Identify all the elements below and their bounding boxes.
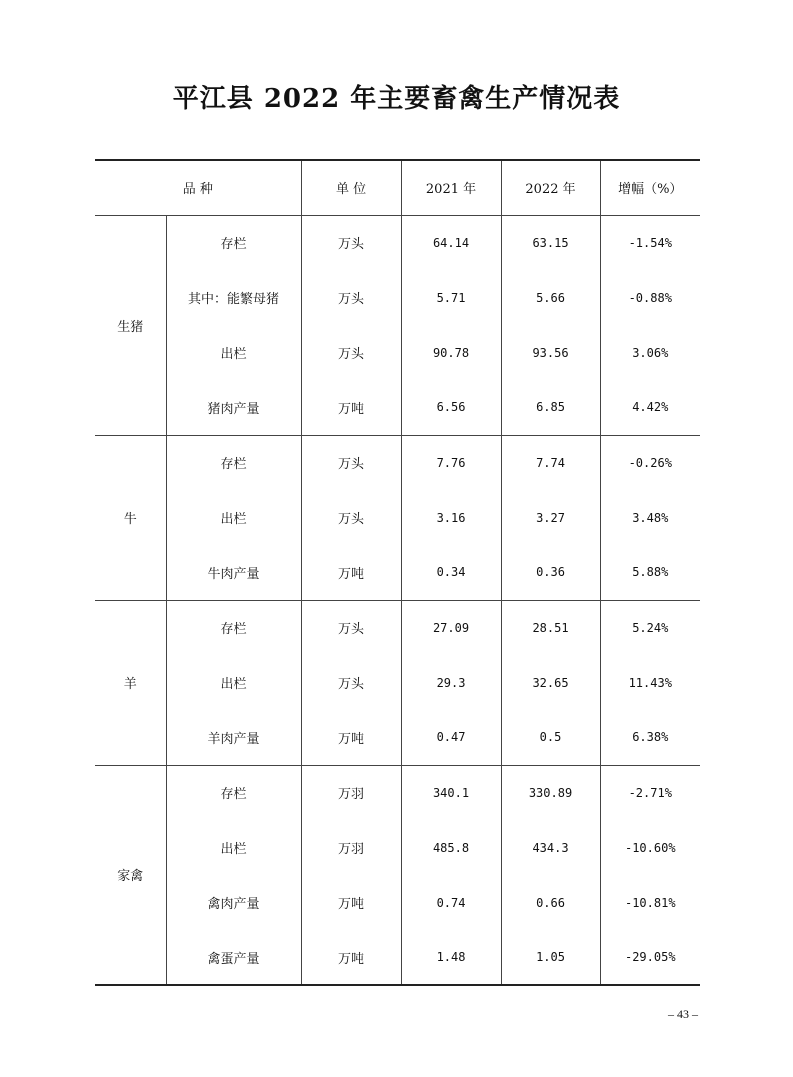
- table-row: [95, 930, 700, 985]
- row-item: 存栏: [166, 765, 301, 820]
- row-2021: 340.1: [401, 765, 501, 820]
- table-row: [95, 435, 700, 490]
- row-growth: 3.06%: [600, 325, 700, 380]
- row-item: 出栏: [166, 820, 301, 875]
- row-unit: 万头: [301, 655, 401, 710]
- row-item: 存栏: [166, 215, 301, 270]
- table-row: [95, 325, 700, 380]
- header-2021: 2021 年: [401, 160, 501, 215]
- row-growth: -0.88%: [600, 270, 700, 325]
- table-row: [95, 380, 700, 435]
- row-2022: 330.89: [501, 765, 600, 820]
- row-growth: -0.26%: [600, 435, 700, 490]
- table-title: 平江县 2022 年主要畜禽生产情况表: [172, 84, 621, 114]
- page-number: – 43 –: [668, 1007, 698, 1021]
- row-item: 存栏: [166, 435, 301, 490]
- row-2022: 28.51: [501, 600, 600, 655]
- row-unit: 万吨: [301, 710, 401, 765]
- table-row: [95, 710, 700, 765]
- row-unit: 万头: [301, 325, 401, 380]
- row-item: 羊肉产量: [166, 710, 301, 765]
- header-2022: 2022 年: [501, 160, 600, 215]
- row-growth: 5.88%: [600, 545, 700, 600]
- row-growth: 3.48%: [600, 490, 700, 545]
- row-2021: 3.16: [401, 490, 501, 545]
- table-row: [95, 215, 700, 270]
- row-growth: -10.81%: [600, 875, 700, 930]
- row-2022: 63.15: [501, 215, 600, 270]
- row-growth: -10.60%: [600, 820, 700, 875]
- row-item: 出栏: [166, 490, 301, 545]
- row-2021: 90.78: [401, 325, 501, 380]
- row-2021: 1.48: [401, 930, 501, 985]
- group-label: 生猪: [95, 215, 166, 435]
- row-item: 其中：能繁母猪: [166, 270, 301, 325]
- row-2022: 6.85: [501, 380, 600, 435]
- row-unit: 万羽: [301, 820, 401, 875]
- row-growth: 5.24%: [600, 600, 700, 655]
- table-row: [95, 765, 700, 820]
- row-2021: 0.47: [401, 710, 501, 765]
- row-2022: 5.66: [501, 270, 600, 325]
- row-growth: 4.42%: [600, 380, 700, 435]
- row-unit: 万吨: [301, 545, 401, 600]
- header-unit: 单 位: [301, 160, 401, 215]
- row-2021: 6.56: [401, 380, 501, 435]
- row-item: 猪肉产量: [166, 380, 301, 435]
- row-unit: 万吨: [301, 875, 401, 930]
- table-row: [95, 490, 700, 545]
- row-unit: 万吨: [301, 380, 401, 435]
- row-2021: 7.76: [401, 435, 501, 490]
- row-growth: -2.71%: [600, 765, 700, 820]
- row-2022: 434.3: [501, 820, 600, 875]
- row-growth: 6.38%: [600, 710, 700, 765]
- row-2021: 27.09: [401, 600, 501, 655]
- row-2021: 5.71: [401, 270, 501, 325]
- row-growth: -1.54%: [600, 215, 700, 270]
- group-label: 家禽: [95, 765, 166, 985]
- row-2022: 0.5: [501, 710, 600, 765]
- table-row: [95, 545, 700, 600]
- row-item: 禽蛋产量: [166, 930, 301, 985]
- row-2022: 1.05: [501, 930, 600, 985]
- row-2022: 7.74: [501, 435, 600, 490]
- row-unit: 万羽: [301, 765, 401, 820]
- table-row: [95, 655, 700, 710]
- row-2022: 32.65: [501, 655, 600, 710]
- row-growth: 11.43%: [600, 655, 700, 710]
- row-unit: 万头: [301, 490, 401, 545]
- row-item: 出栏: [166, 655, 301, 710]
- row-unit: 万头: [301, 435, 401, 490]
- row-2022: 93.56: [501, 325, 600, 380]
- group-label: 羊: [95, 600, 166, 765]
- row-item: 出栏: [166, 325, 301, 380]
- header-growth: 增幅（%）: [600, 160, 700, 215]
- row-2021: 64.14: [401, 215, 501, 270]
- header-variety: 品 种: [95, 160, 301, 215]
- row-2021: 0.34: [401, 545, 501, 600]
- table-row: [95, 600, 700, 655]
- table-body: [95, 215, 700, 985]
- row-growth: -29.05%: [600, 930, 700, 985]
- row-item: 禽肉产量: [166, 875, 301, 930]
- row-2022: 0.66: [501, 875, 600, 930]
- row-unit: 万头: [301, 270, 401, 325]
- row-item: 存栏: [166, 600, 301, 655]
- row-unit: 万头: [301, 215, 401, 270]
- table-row: [95, 875, 700, 930]
- row-item: 牛肉产量: [166, 545, 301, 600]
- group-label: 牛: [95, 435, 166, 600]
- table-row: [95, 270, 700, 325]
- row-2021: 0.74: [401, 875, 501, 930]
- livestock-production-table: [95, 159, 700, 986]
- header-row: [95, 160, 700, 215]
- row-2021: 485.8: [401, 820, 501, 875]
- row-unit: 万吨: [301, 930, 401, 985]
- row-unit: 万头: [301, 600, 401, 655]
- row-2021: 29.3: [401, 655, 501, 710]
- table-row: [95, 820, 700, 875]
- row-2022: 3.27: [501, 490, 600, 545]
- row-2022: 0.36: [501, 545, 600, 600]
